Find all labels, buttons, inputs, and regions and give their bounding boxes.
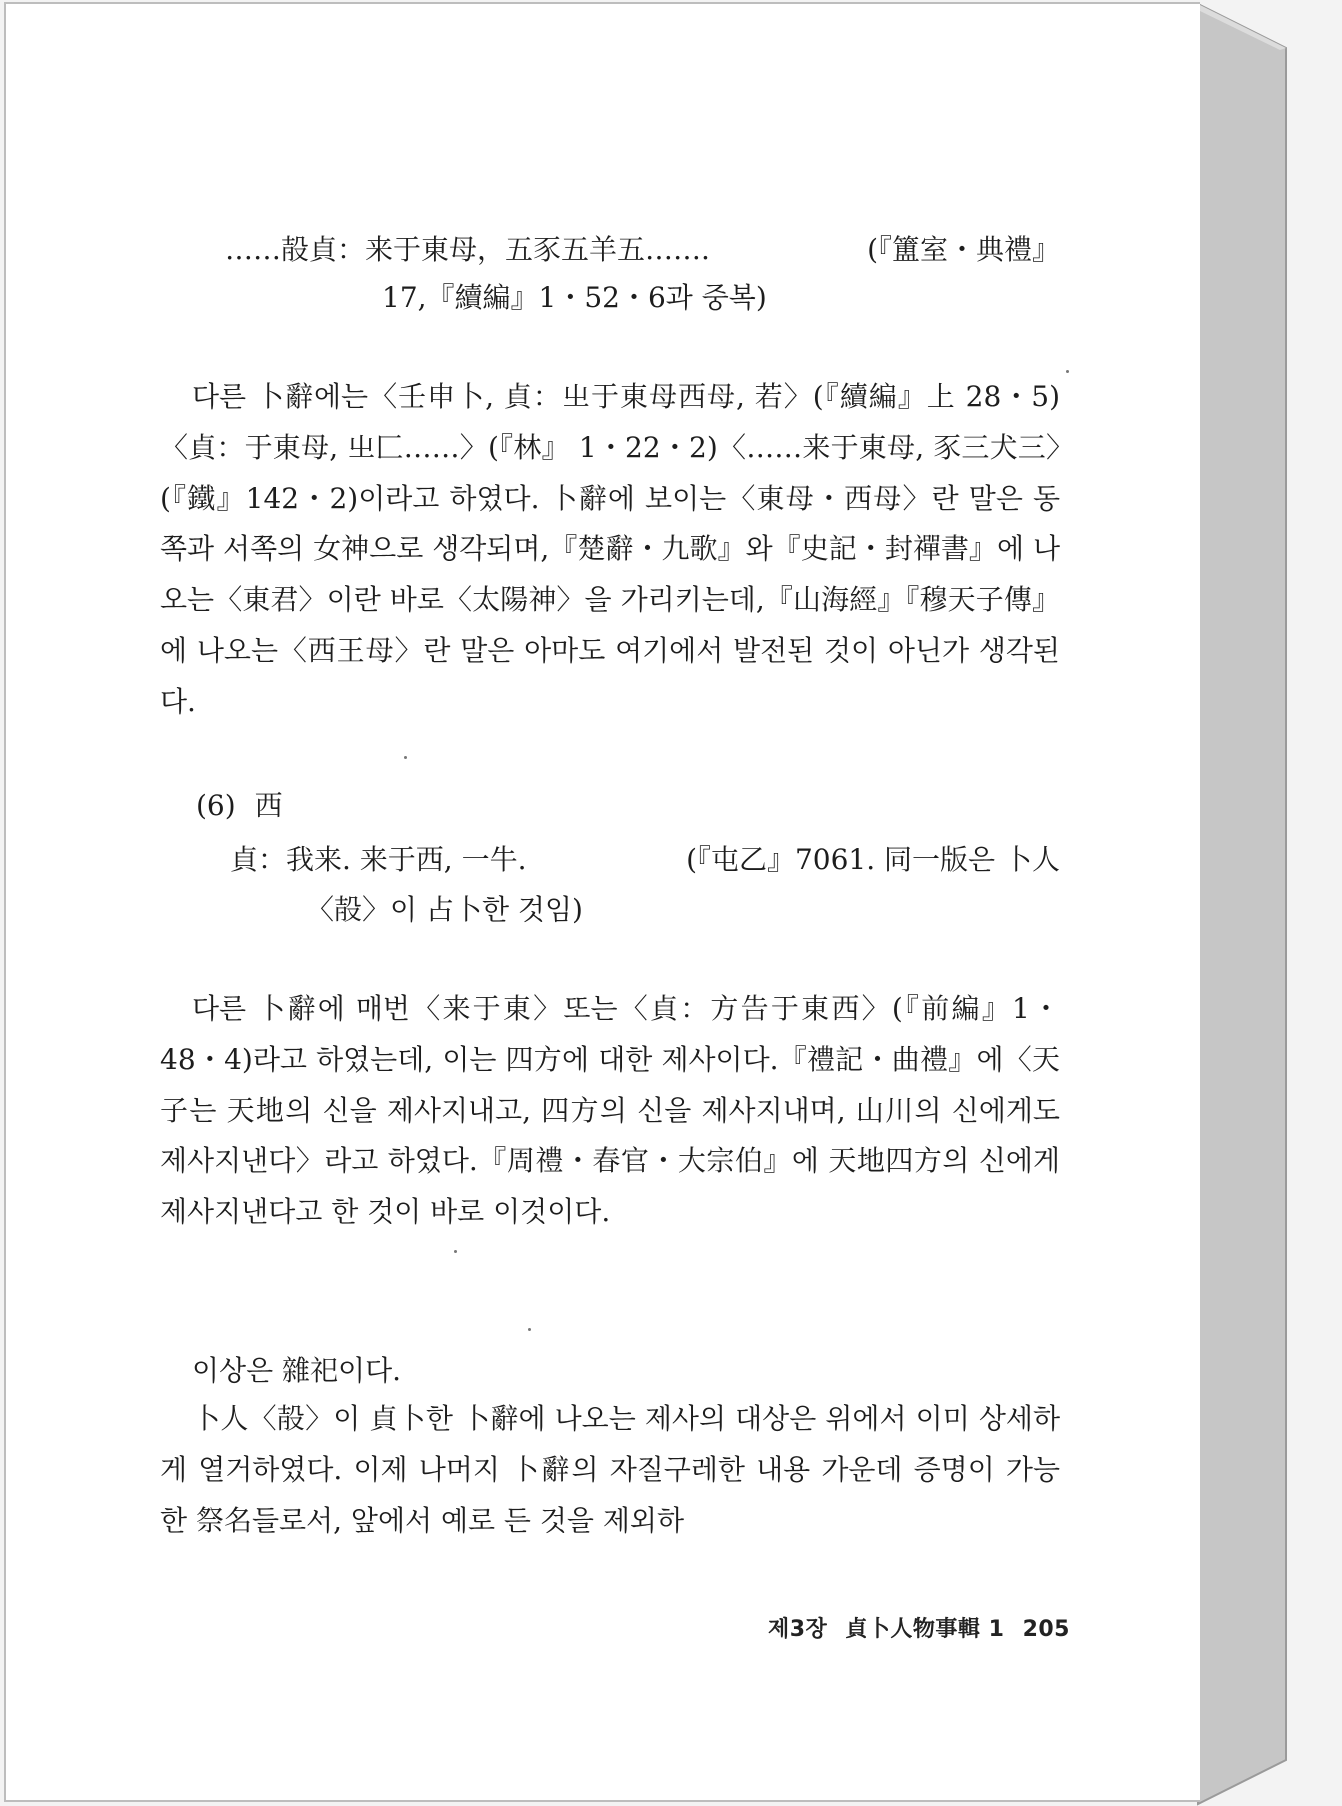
paragraph-3 [160,1346,1060,1397]
quote-1-line-1 [160,228,1060,276]
print-speck [454,1250,457,1253]
paragraph-1-text: 다른 卜辭에는〈壬申卜, 貞：㞢于東母西母, 若〉(『續編』上 28・5)〈貞：于東母, 㞢匚……〉(『林』 1・22・2)〈……来于東母, 豕三犬三〉(『鐵』142・2)이라고 하였다. 卜辭에 보이는〈東母・西母〉란 말은 동쪽과 서쪽의 女神으로 생각되며,『楚辭・九歌』와『史記・封禪書』에 나오는〈東君〉이란 바로〈太陽神〉을 가리키는데,『山海經』『穆天子傳』에 나오는〈西王母〉란 말은 아마도 여기에서 발전된 것이 아닌가 생각된다. [160,380,1060,718]
quote-block-1 [160,228,1060,324]
quote-2-line-1 [160,838,1060,888]
quote-block-2 [160,838,1060,938]
footer-title: 貞卜人物事輯 1 [845,1617,1005,1642]
page-number: 205 [1022,1617,1070,1642]
paragraph-4-text: 卜人〈㱿〉이 貞卜한 卜辭에 나오는 제사의 대상은 위에서 이미 상세하게 열거하였다. 이제 나머지 卜辭의 자질구레한 내용 가운데 증명이 가능한 祭名들로서, 앞에서 예로 든 것을 제외하 [160,1402,1060,1537]
print-speck [404,756,407,759]
running-footer [720,1612,1070,1643]
section-title: 西 [254,789,283,822]
print-speck [528,1328,531,1331]
book-spine-face [1198,4,1286,1804]
quote-1-line-2: 17,『續編』1・52・6과 중복) [382,281,767,314]
footer-chapter: 제3장 [767,1617,828,1642]
paragraph-2-text: 다른 卜辭에 매번〈来于東〉또는〈貞：方告于東西〉(『前編』1・48・4)라고 하였는데, 이는 四方에 대한 제사이다.『禮記・曲禮』에〈天子는 天地의 신을 제사지내고, 四方의 신을 제사지내며, 山川의 신에게도 제사지낸다〉라고 하였다.『周禮・春官・大宗伯』에 天地四方의 신에게 제사지낸다고 한 것이 바로 이것이다. [160,992,1060,1229]
quote-2-inscription: 貞：我来. 来于西, 一牛. [230,843,527,876]
quote-1-inscription: ……㱿貞：来于東母，五豕五羊五……. [225,233,710,266]
paragraph-1 [160,372,1060,728]
paragraph-3-text: 이상은 雜祀이다. [192,1354,402,1387]
paragraph-4 [160,1394,1060,1546]
quote-1-source: (『簠室・典禮』 [867,233,1060,266]
quote-2-line-2: 〈㱿〉이 占卜한 것임) [306,893,583,926]
section-heading [196,784,1096,824]
quote-2-source: (『屯乙』7061. 同一版은 卜人 [686,843,1060,876]
section-number: (6) [196,789,236,822]
print-speck [1066,370,1069,373]
paragraph-2 [160,984,1060,1238]
